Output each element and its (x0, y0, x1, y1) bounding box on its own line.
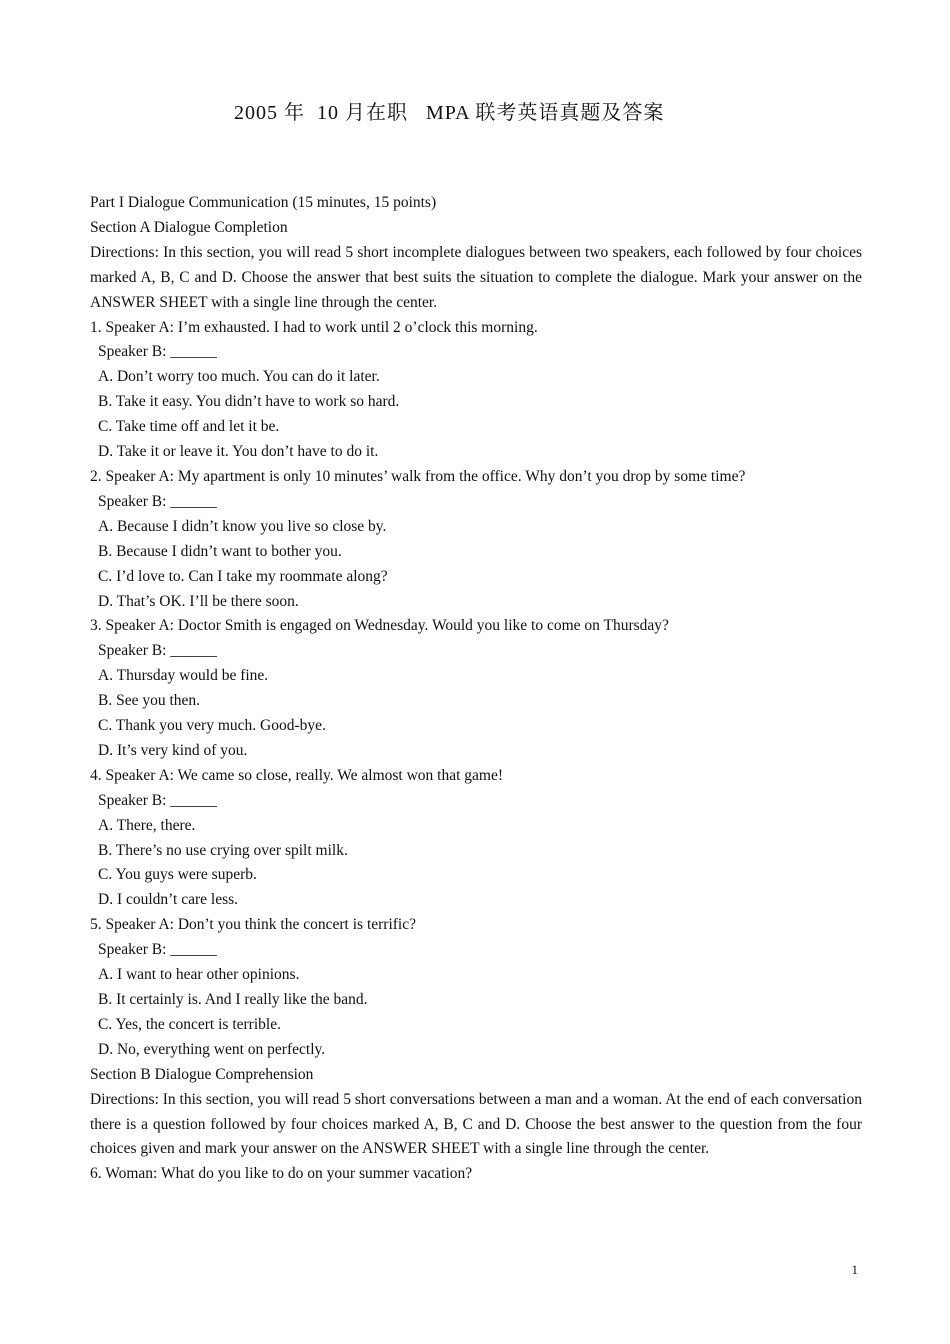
answer-option: A. Don’t worry too much. You can do it later. (98, 368, 380, 386)
answer-option: D. I couldn’t care less. (98, 891, 239, 909)
answer-option: C. I’d love to. Can I take my roommate along? (98, 567, 388, 585)
answer-option: D. That’s OK. I’ll be there soon. (98, 592, 299, 610)
question-prompt: 6. Woman: What do you like to do on your summer vacation? (90, 1165, 473, 1183)
question-response: Speaker B: ______ (98, 642, 217, 660)
document-body (90, 191, 862, 1187)
answer-option: D. It’s very kind of you. (98, 741, 248, 759)
question-response: Speaker B: ______ (98, 791, 217, 809)
answer-option: D. Take it or leave it. You don’t have to do it. (98, 443, 379, 461)
answer-option: D. No, everything went on perfectly. (98, 1040, 326, 1058)
answer-option: A. Because I didn’t know you live so close by. (98, 517, 387, 535)
section-heading: Section B Dialogue Comprehension (90, 1065, 314, 1083)
directions-paragraph: Directions: In this section, you will read 5 short incomplete dialogues between two speakers, each followed by four choices marked A, B, C and D. Choose the answer that best suits the situation to complete the dialogue. Mark your answer on the ANSWER SHEET with a single line through the center. (90, 243, 862, 311)
question-prompt: 5. Speaker A: Don’t you think the concert is terrific? (90, 916, 416, 934)
part-heading: Part I Dialogue Communication (15 minutes, 15 points) (90, 194, 437, 211)
answer-option: A. There, there. (98, 816, 196, 834)
answer-option: C. Take time off and let it be. (98, 418, 280, 436)
question-prompt: 1. Speaker A: I’m exhausted. I had to work until 2 o’clock this morning. (90, 318, 538, 336)
question-response: Speaker B: ______ (98, 941, 217, 959)
answer-option: A. Thursday would be fine. (98, 667, 269, 685)
page-title: 2005 年 10 月在职 MPA 联考英语真题及答案 (234, 102, 665, 124)
question-response: Speaker B: ______ (98, 343, 217, 361)
question-prompt: 3. Speaker A: Doctor Smith is engaged on Wednesday. Would you like to come on Thursday? (90, 617, 669, 635)
section-heading: Section A Dialogue Completion (90, 218, 288, 236)
page-number: 1 (851, 1262, 858, 1277)
answer-option: B. Take it easy. You didn’t have to work so hard. (98, 393, 400, 411)
answer-option: B. Because I didn’t want to bother you. (98, 542, 342, 560)
answer-option: C. Thank you very much. Good-bye. (98, 717, 326, 735)
question-response: Speaker B: ______ (98, 492, 217, 510)
answer-option: B. There’s no use crying over spilt milk. (98, 841, 348, 859)
answer-option: C. You guys were superb. (98, 866, 257, 884)
answer-option: A. I want to hear other opinions. (98, 966, 300, 984)
directions-paragraph: Directions: In this section, you will read 5 short conversations between a man and a woman. At the end of each conversation there is a question followed by four choices marked A, B, C and D. Choose the best answer to the question from the four choices given and mark your answer on the ANSWER SHEET with a single line through the center. (90, 1090, 862, 1158)
answer-option: B. See you then. (98, 692, 201, 710)
question-prompt: 4. Speaker A: We came so close, really. We almost won that game! (90, 766, 504, 784)
answer-option: C. Yes, the concert is terrible. (98, 1015, 281, 1033)
question-prompt: 2. Speaker A: My apartment is only 10 minutes’ walk from the office. Why don’t you drop by some time? (90, 467, 746, 485)
answer-option: B. It certainly is. And I really like the band. (98, 991, 368, 1008)
